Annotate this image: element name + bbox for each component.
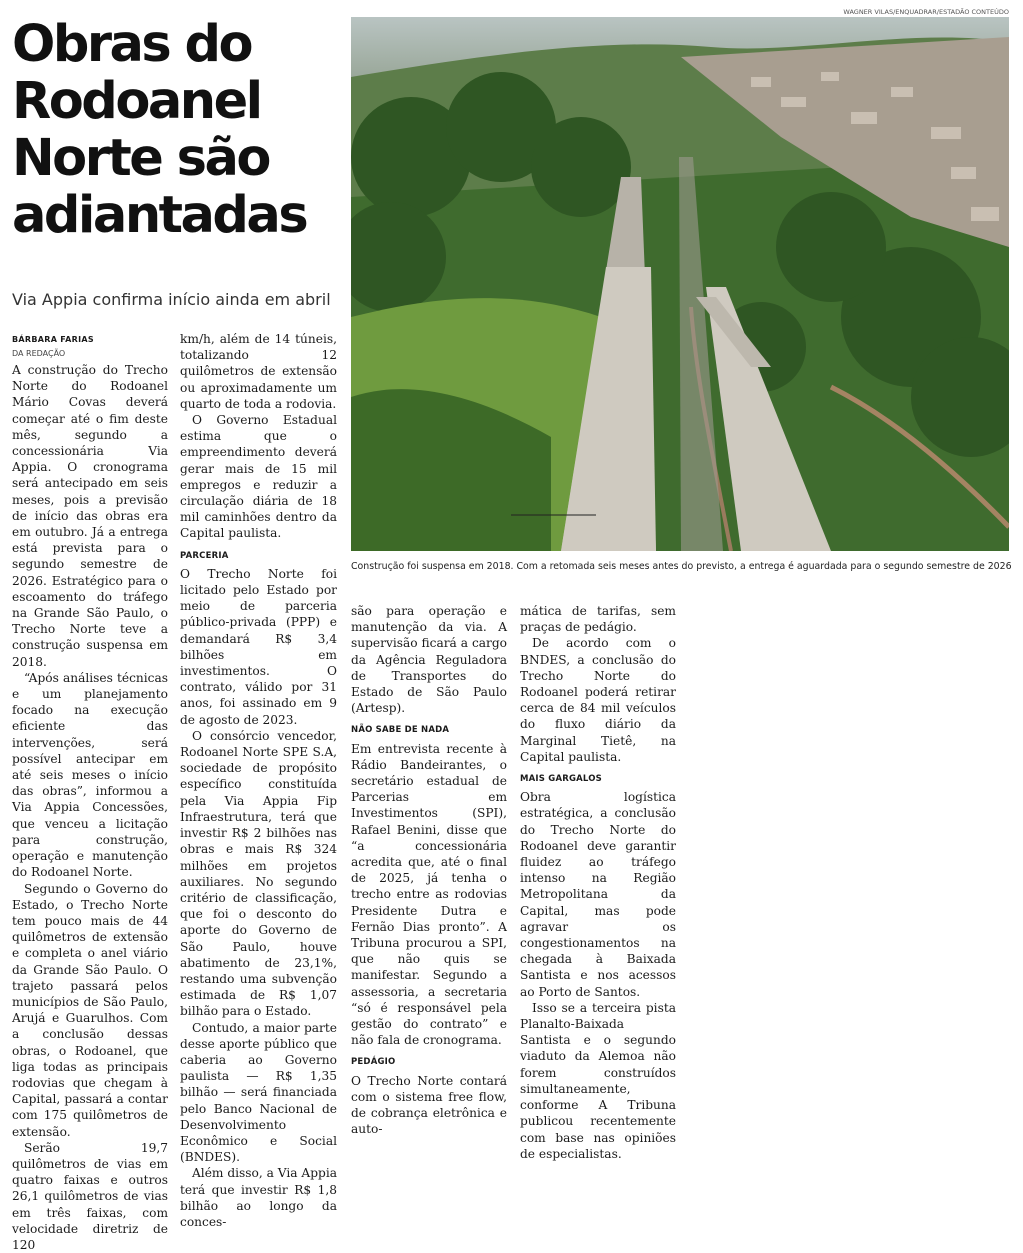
paragraph: O Trecho Norte contará com o sistema free flow, de cobrança eletrônica e auto- xyxy=(351,1073,507,1137)
paragraph: km/h, além de 14 túneis, totalizando 12 quilômetros de extensão ou aproximadamente um quarto de toda a rodovia. xyxy=(180,332,337,411)
aerial-photo xyxy=(351,17,1009,551)
paragraph: Contudo, a maior parte desse aporte público que caberia ao Governo paulista — R$ 1,35 bilhão — será financiada pelo Banco Nacional de Desenvolvimento Econômico e Social (BNDES). xyxy=(180,1020,337,1165)
section-heading: MAIS GARGALOS xyxy=(520,774,602,785)
section-heading: PARCERIA xyxy=(180,550,229,561)
paragraph: Segundo o Governo do Estado, o Trecho Norte tem pouco mais de 44 quilômetros de extensão e completa o anel viário da Grande São Paulo. O trajeto passará pelos municípios de São Paulo, Arujá e Guarulhos. Com a conclusão dessas obras, o Rodoanel, que liga todas as principais rodovias que chegam à Capital, passará a contar com 175 quilômetros de extensão. xyxy=(12,881,168,1139)
photo-credit: WAGNER VILAS/ENQUADRAR/ESTADÃO CONTEÚDO xyxy=(843,8,1009,16)
column-4 xyxy=(520,603,676,1162)
section-heading: NÃO SABE DE NADA xyxy=(351,725,450,736)
paragraph: Em entrevista recente à Rádio Bandeirantes, o secretário estadual de Parcerias em Investimentos (SPI), Rafael Benini, disse que “a concessionária acredita que, até o final de 2025, já tenha o trecho entre as rodovias Presidente Dutra e Fernão Dias pronto”. A Tribuna procurou a SPI, que não quis se manifestar. Segundo a assessoria, a secretaria “só é responsável pela gestão do contrato” e não fala de cronograma. xyxy=(351,741,507,1048)
headline: Obras do Rodoanel Norte são adiantadas xyxy=(12,15,307,245)
paragraph: O Trecho Norte foi licitado pelo Estado por meio de parceria público-privada (PPP) e demandará R$ 3,4 bilhões em investimentos. O contrato, válido por 31 anos, foi assinado em 9 de agosto de 2023. xyxy=(180,566,337,727)
column-3 xyxy=(351,603,507,1138)
paragraph: são para operação e manutenção da via. A supervisão ficará a cargo da Agência Reguladora de Transportes do Estado de São Paulo (Artesp). xyxy=(351,604,507,716)
construction-aerial-image xyxy=(351,17,1009,551)
photo-caption: Construção foi suspensa em 2018. Com a retomada seis meses antes do previsto, a entrega é aguardada para o segundo semestre de 2026 xyxy=(351,561,1012,572)
section-heading: PEDÁGIO xyxy=(351,1057,396,1068)
paragraph: Obra logística estratégica, a conclusão do Trecho Norte do Rodoanel deve garantir fluidez ao tráfego intenso na Região Metropolitana da Capital, mas pode agravar os congestionamentos na chegada à Baixada Santista e nos acessos ao Porto de Santos. xyxy=(520,790,676,999)
subtitle: Via Appia confirma início ainda em abril xyxy=(12,290,331,309)
paragraph: Serão 19,7 quilômetros de vias em quatro faixas e outros 26,1 quilômetros de vias em três faixas, com velocidade diretriz de 120 xyxy=(12,1140,168,1252)
paragraph: “Após análises técnicas e um planejamento focado na execução eficiente das intervenções, será possível antecipar em até seis meses o início das obras”, informou a Via Appia Concessões, que venceu a licitação para construção, operação e manutenção do Rodoanel Norte. xyxy=(12,670,168,880)
paragraph: mática de tarifas, sem praças de pedágio. xyxy=(520,604,676,635)
paragraph: O consórcio vencedor, Rodoanel Norte SPE S.A, sociedade de propósito específico constituída pela Via Appia Fip Infraestrutura, terá que investir R$ 2 bilhões nas obras e mais R$ 324 milhões em projetos auxiliares. No segundo critério de classificação, que foi o desconto do aporte do Governo de São Paulo, houve abatimento de 23,1%, restando uma subvenção estimada de R$ 1,07 bilhão para o Estado. xyxy=(180,728,337,1019)
paragraph: Além disso, a Via Appia terá que investir R$ 1,8 bilhão ao longo da conces- xyxy=(180,1166,337,1229)
paragraph: De acordo com o BNDES, a conclusão do Trecho Norte do Rodoanel poderá retirar cerca de 84 mil veículos do fluxo diário da Marginal Tietê, na Capital paulista. xyxy=(520,636,676,764)
column-1 xyxy=(12,362,168,1253)
paragraph: O Governo Estadual estima que o empreendimento deverá gerar mais de 15 mil empregos e reduzir a circulação diária de 18 mil caminhões dentro da Capital paulista. xyxy=(180,413,337,541)
author-byline: BÁRBARA FARIAS xyxy=(12,335,94,344)
column-2 xyxy=(180,331,337,1230)
desk-label: DA REDAÇÃO xyxy=(12,349,66,358)
paragraph: A construção do Trecho Norte do Rodoanel Mário Covas deverá começar até o fim deste mês, segundo a concessionária Via Appia. O cronograma será antecipado em seis meses, pois a previsão de início das obras era em outubro. Já a entrega está prevista para o segundo semestre de 2026. Estratégico para o escoamento do tráfego na Grande São Paulo, o Trecho Norte teve a construção suspensa em 2018. xyxy=(12,363,168,669)
paragraph: Isso se a terceira pista Planalto-Baixada Santista e o segundo viaduto da Alemoa não forem construídos simultaneamente, conforme A Tribuna publicou recentemente com base nas opiniões de especialistas. xyxy=(520,1000,676,1161)
